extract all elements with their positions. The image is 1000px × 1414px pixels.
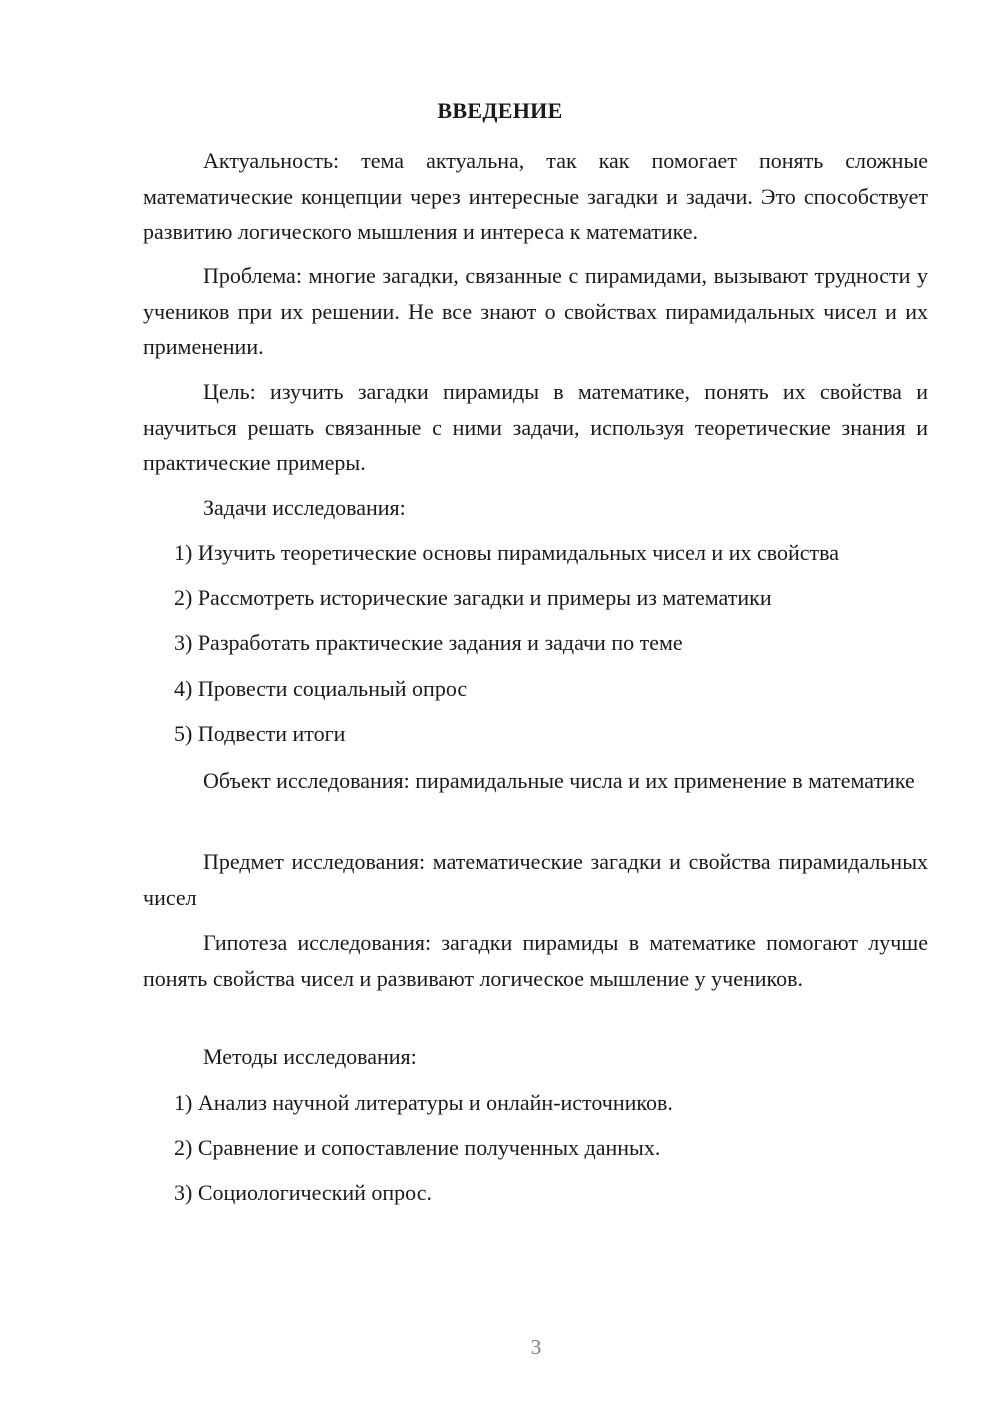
method-item: 2) Сравнение и сопоставление полученных данных. bbox=[174, 1135, 661, 1160]
task-item: 5) Подвести итоги bbox=[174, 721, 346, 746]
page-title: ВВЕДЕНИЕ bbox=[437, 98, 563, 123]
problem-paragraph: Проблема: многие загадки, связанные с пирамидами, вызывают трудности у учеников при их решении. Не все знают о свойствах пирамидальных чисел и их применении. bbox=[143, 263, 928, 359]
hypothesis-paragraph: Гипотеза исследования: загадки пирамиды в математике помогают лучше понять свойства чисел и развивают логическое мышление у учеников. bbox=[143, 930, 928, 991]
goal-paragraph: Цель: изучить загадки пирамиды в математике, понять их свойства и научиться решать связанные с ними задачи, используя теоретические знания и практические примеры. bbox=[143, 379, 928, 475]
method-item: 1) Анализ научной литературы и онлайн-источников. bbox=[174, 1090, 673, 1115]
task-item: 4) Провести социальный опрос bbox=[174, 676, 468, 701]
task-item: 1) Изучить теоретические основы пирамидальных чисел и их свойства bbox=[174, 540, 839, 565]
task-item: 2) Рассмотреть исторические загадки и примеры из математики bbox=[174, 585, 772, 610]
method-item: 3) Социологический опрос. bbox=[174, 1180, 432, 1205]
relevance-paragraph: Актуальность: тема актуальна, так как помогает понять сложные математические концепции через интересные загадки и задачи. Это способствует развитию логического мышления и интереса к математике. bbox=[143, 148, 928, 244]
methods-heading: Методы исследования: bbox=[203, 1044, 417, 1069]
tasks-heading: Задачи исследования: bbox=[203, 495, 406, 520]
task-item: 3) Разработать практические задания и задачи по теме bbox=[174, 630, 683, 655]
object-paragraph: Объект исследования: пирамидальные числа и их применение в математике bbox=[203, 768, 915, 793]
page-number: 3 bbox=[530, 1335, 542, 1359]
subject-paragraph: Предмет исследования: математические загадки и свойства пирамидальных чисел bbox=[143, 849, 928, 910]
